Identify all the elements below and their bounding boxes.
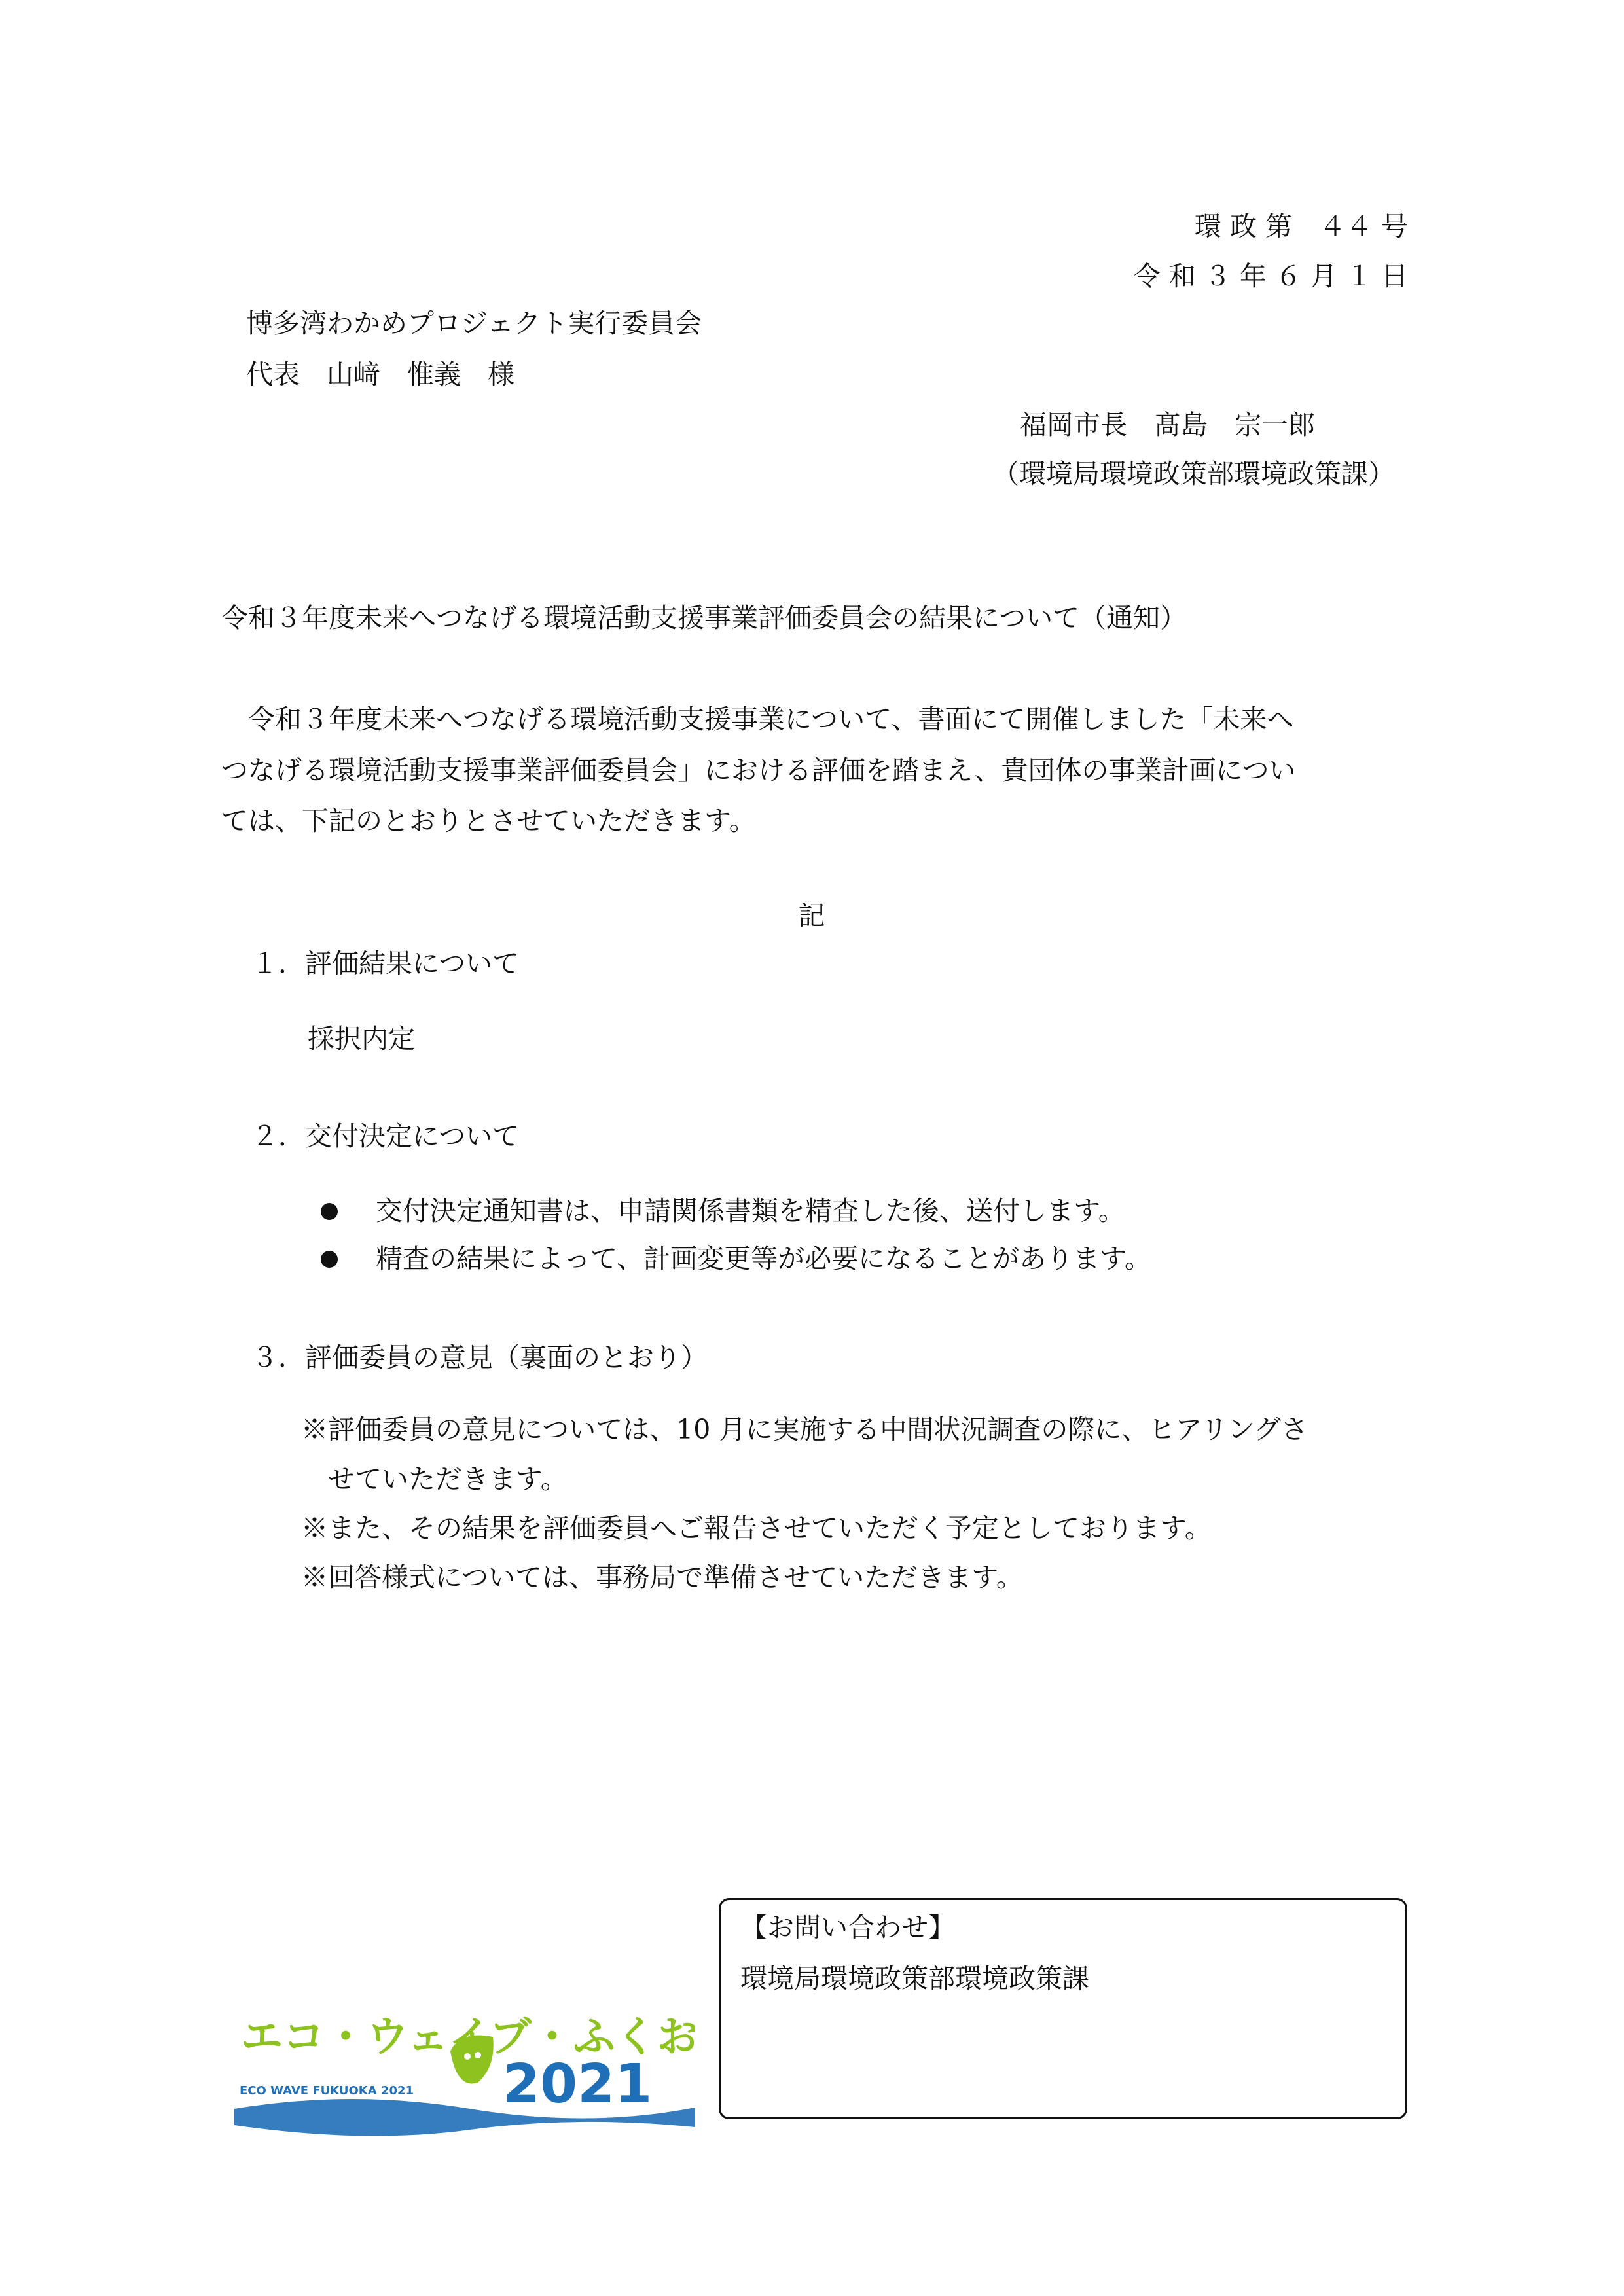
- contact-box: [719, 1898, 1407, 2119]
- body-line-1: 令和３年度未来へつなげる環境活動支援事業について、書面にて開催しました「未来へ: [221, 704, 1294, 735]
- contact-heading: 【お問い合わせ】: [740, 1912, 955, 1943]
- body-line-3: ては、下記のとおりとさせていただきます。: [221, 805, 756, 836]
- recipient-organization: 博多湾わかめプロジェクト実行委員会: [246, 308, 702, 339]
- contact-department: 環境局環境政策部環境政策課: [740, 1963, 1089, 1994]
- section-1-heading: １．評価結果について: [251, 948, 520, 979]
- section-3-note-1: ※評価委員の意見については、10 月に実施する中間状況調査の際に、ヒアリングさ: [301, 1414, 1308, 1445]
- bullet-icon: [321, 1251, 338, 1268]
- section-1-content: 採択内定: [308, 1023, 415, 1054]
- section-3-note-2: ※また、その結果を評価委員へご報告させていただく予定としております。: [301, 1513, 1212, 1544]
- document-number: 環 政 第 ４４ 号: [1194, 211, 1408, 242]
- logo-year: 2021: [503, 2053, 653, 2115]
- section-2-bullet-1: 交付決定通知書は、申請関係書類を精査した後、送付します。: [376, 1195, 1125, 1227]
- section-3-note-1-cont: せていただきます。: [301, 1463, 568, 1495]
- document-date: 令 和 ３ 年 ６ 月 １ 日: [1133, 260, 1408, 292]
- eco-wave-fukuoka-logo: [234, 2011, 695, 2142]
- document-title: 令和３年度未来へつなげる環境活動支援事業評価委員会の結果について（通知）: [221, 602, 1187, 634]
- logo-sub-text: ECO WAVE FUKUOKA 2021: [240, 2084, 414, 2098]
- section-2-heading: ２．交付決定について: [251, 1121, 520, 1152]
- logo-main-text: エコ・ウェイブ・ふくおか: [241, 2013, 695, 2062]
- sender-name: 福岡市長 髙島 宗一郎: [1020, 409, 1315, 440]
- section-2-bullet-2: 精査の結果によって、計画変更等が必要になることがあります。: [376, 1243, 1151, 1274]
- logo-graphic: [234, 2011, 695, 2142]
- recipient-name: 代表 山﨑 惟義 様: [246, 359, 514, 390]
- sender-department: （環境局環境政策部環境政策課）: [992, 458, 1395, 490]
- bullet-icon: [321, 1203, 338, 1220]
- body-line-2: つなげる環境活動支援事業評価委員会」における評価を踏まえ、貴団体の事業計画につい: [221, 755, 1296, 786]
- ki-heading: 記: [798, 900, 825, 931]
- section-3-heading: ３．評価委員の意見（裏面のとおり）: [251, 1342, 708, 1373]
- section-3-note-3: ※回答様式については、事務局で準備させていただきます。: [301, 1562, 1023, 1593]
